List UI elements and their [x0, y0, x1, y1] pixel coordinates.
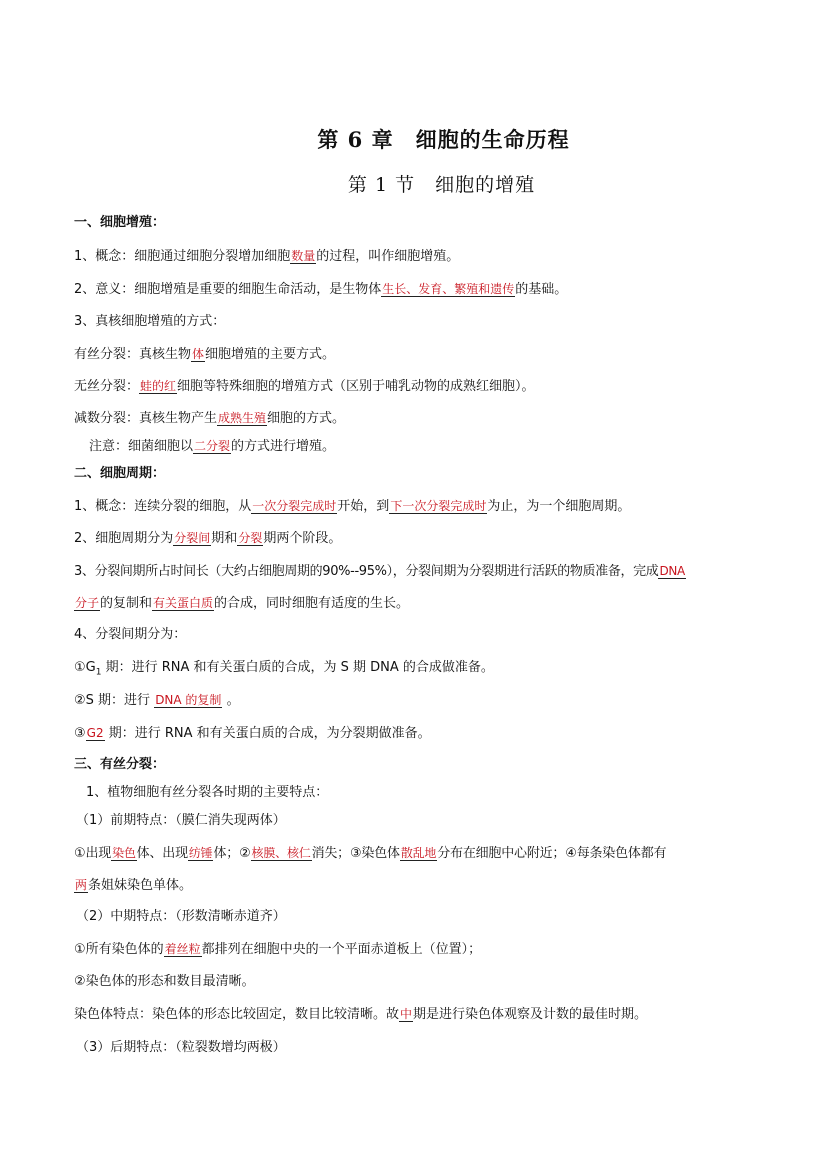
blank-answer: DNA: [659, 564, 685, 578]
blank-answer: 下一次分裂完成时: [390, 499, 487, 513]
section-title: 第 1 节 细胞的增殖: [347, 174, 536, 196]
line-metaphase-clarity: ②染色体的形态和数目最清晰。: [74, 974, 255, 989]
blank-answer: 有关蛋白质: [153, 596, 214, 610]
blank-answer: 核膜、核仁: [251, 846, 311, 860]
blank-answer: 生长、发育、繁殖和遗传: [382, 282, 515, 296]
line-interphase-duration-cont: 分子的复制和有关蛋白质的合成，同时细胞有适度的生长。: [75, 596, 410, 611]
heading-cell-cycle: 二、细胞周期：: [74, 466, 166, 481]
line-anaphase: （3）后期特点：（粒裂数增均两极）: [76, 1040, 286, 1055]
blank-answer: 染色: [112, 846, 136, 860]
blank-answer: 着丝粒: [164, 942, 201, 956]
blank-answer: 一次分裂完成时: [252, 499, 337, 513]
line-meiosis: 减数分裂：真核生物产生成熟生殖细胞的方式。: [74, 411, 346, 426]
line-prophase-detail: ①出现染色体、出现纺锤体；②核膜、核仁消失；③染色体散乱地分布在细胞中心附近；④每条染色体都有: [74, 846, 667, 861]
line-metaphase: （2）中期特点：（形数清晰赤道齐）: [76, 909, 286, 924]
heading-cell-proliferation: 一、细胞增殖：: [74, 215, 166, 230]
line-significance: 2、意义：细胞增殖是重要的细胞生命活动，是生物体生长、发育、繁殖和遗传的基础。: [74, 282, 568, 297]
blank-answer: 分裂间: [174, 531, 211, 545]
blank-answer: 分子: [75, 596, 100, 610]
blank-answer: 两: [75, 878, 88, 892]
blank-answer: 散乱地: [400, 846, 437, 860]
blank-answer: DNA 的复制: [155, 693, 222, 707]
chapter-title: 第 6 章 细胞的生命历程: [317, 127, 570, 152]
line-interphase-duration: 3、分裂间期所占时间长（大约占细胞周期的90%--95%），分裂间期为分裂期进行活跃的物质准备，完成DNA: [74, 564, 685, 579]
line-chromosome-feature: 染色体特点：染色体的形态比较固定，数目比较清晰。故中期是进行染色体观察及计数的最佳时期。: [74, 1007, 648, 1022]
line-mitosis: 有丝分裂：真核生物体细胞增殖的主要方式。: [74, 347, 336, 362]
line-s-phase: ②S 期：进行 DNA 的复制 。: [74, 693, 240, 708]
line-prophase: （1）前期特点：（膜仁消失现两体）: [76, 813, 286, 828]
heading-mitosis: 三、有丝分裂：: [74, 757, 166, 772]
line-methods: 3、真核细胞增殖的方式：: [74, 314, 226, 329]
line-g1-phase: $①G_1$ 期：进行 RNA 和有关蛋白质的合成，为 S 期 DNA 的合成做准备。: [74, 660, 494, 678]
line-note: 注意：细菌细胞以二分裂的方式进行增殖。: [89, 439, 336, 454]
blank-answer: 蛙的红: [140, 379, 177, 393]
line-interphase-parts: 4、分裂间期分为：: [74, 627, 187, 642]
blank-answer: 纺锤: [188, 846, 213, 860]
blank-answer: 成熟生殖: [218, 411, 267, 425]
blank-answer: 中: [400, 1007, 413, 1021]
line-plant-mitosis: 1、植物细胞有丝分裂各时期的主要特点：: [86, 785, 329, 800]
blank-answer: G2: [86, 726, 104, 740]
line-concept: 1、概念：细胞通过细胞分裂增加细胞数量的过程，叫作细胞增殖。: [74, 249, 460, 264]
line-g2-phase: ③G2 期：进行 RNA 和有关蛋白质的合成，为分裂期做准备。: [74, 726, 431, 741]
blank-answer: 体: [192, 347, 205, 361]
line-cycle-concept: 1、概念：连续分裂的细胞，从一次分裂完成时开始，到下一次分裂完成时为止，为一个细胞周期。: [74, 499, 631, 514]
blank-answer: 数量: [291, 249, 316, 263]
blank-answer: 分裂: [238, 531, 263, 545]
line-amitosis: 无丝分裂：蛙的红细胞等特殊细胞的增殖方式（区别于哺乳动物的成熟红细胞）。: [74, 379, 535, 394]
line-cycle-phases: 2、细胞周期分为分裂间期和分裂期两个阶段。: [74, 531, 342, 546]
line-prophase-detail-cont: 两条姐妹染色单体。: [75, 878, 193, 893]
line-metaphase-detail: ①所有染色体的着丝粒都排列在细胞中央的一个平面赤道板上（位置）；: [74, 942, 482, 957]
blank-answer: 二分裂: [194, 439, 231, 453]
